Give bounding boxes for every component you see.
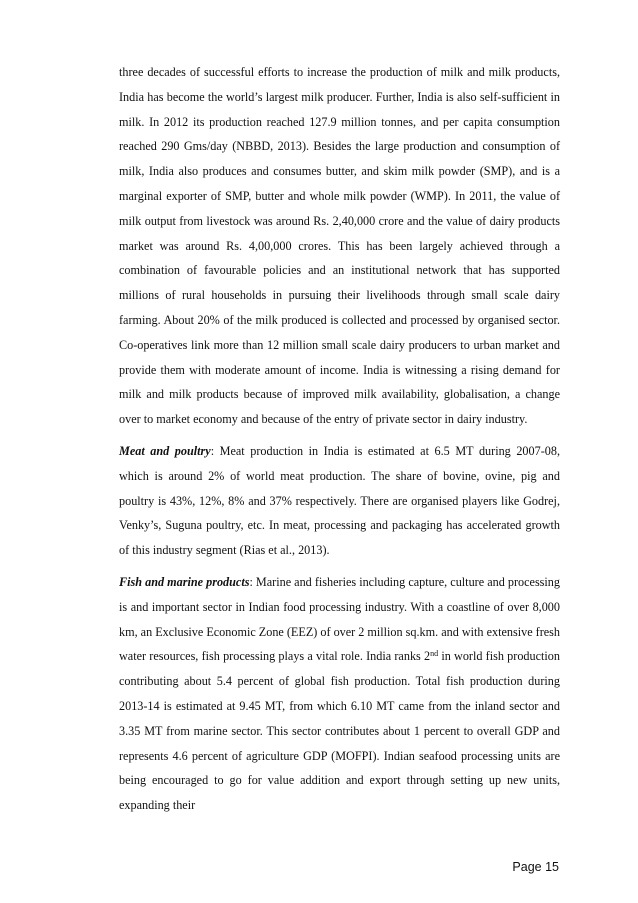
paragraph-dairy: three decades of successful efforts to increase the production of milk and milk products, India has become the world’s largest milk producer. Further, India is also self-sufficient in milk. In 2012 its production reached 127.9 million tonnes, and per capita consumption reached 290 Gms/day (NBBD, 2013). Besides the large production and consumption of milk, India also produces and consumes butter, and skim milk powder (SMP), and is a marginal exporter of SMP, butter and whole milk powder (WMP). In 2011, the value of milk output from livestock was around Rs. 2,40,000 crore and the value of dairy products market was around Rs. 4,00,000 crores. This has been largely achieved through a combination of favourable policies and an institutional network that has supported millions of rural households in pursuing their livelihoods through small scale dairy farming. About 20% of the milk produced is collected and processed by organised sector. Co-operatives link more than 12 million small scale dairy producers to urban market and provide them with moderate amount of income. India is witnessing a rising demand for milk and milk products because of improved milk availability, globalisation, a change over to market economy and because of the entry of private sector in dairy industry. (119, 65, 560, 427)
paragraph-fish-marine-text-a: : Marine and fisheries including capture, culture and processing is and important sector in Indian food processing industry. With a coastline of over 8,000 km, an Exclusive Economic Zone (EEZ) of over 2 million sq.km. and with extensive fresh water resources, fish processing plays a vital role. India ranks 2 (119, 574, 561, 664)
page-number: Page 15 (512, 860, 559, 874)
paragraph-fish-marine-text-b: in world fish production contributing about 5.4 percent of global fish production. Total fish production during 2013-14 is estimated at 9.45 MT, from which 6.10 MT came from the inland sector and 3.35 MT from marine sector. This sector contributes about 1 percent to overall GDP and represents 4.6 percent of agriculture GDP (MOFPI). Indian seafood processing units are being encouraged to go for value addition and export through setting up new units, expanding their (119, 649, 560, 813)
ordinal-superscript: nd (430, 649, 439, 659)
paragraph-meat-poultry (119, 439, 560, 563)
paragraph-fish-marine (119, 570, 560, 818)
paragraph-meat-poultry-text: : Meat production in India is estimated at 6.5 MT during 2007-08, which is around 2% of world meat production. The share of bovine, ovine, pig and poultry is 43%, 12%, 8% and 37% respectively. There are organised players like Godrej, Venky’s, Suguna poultry, etc. In meat, processing and packaging has accelerated growth of this industry segment (Rias et al., 2013). (119, 443, 560, 558)
heading-fish-marine: Fish and marine products (119, 574, 250, 589)
document-body (119, 60, 560, 825)
heading-meat-poultry: Meat and poultry (119, 443, 211, 458)
